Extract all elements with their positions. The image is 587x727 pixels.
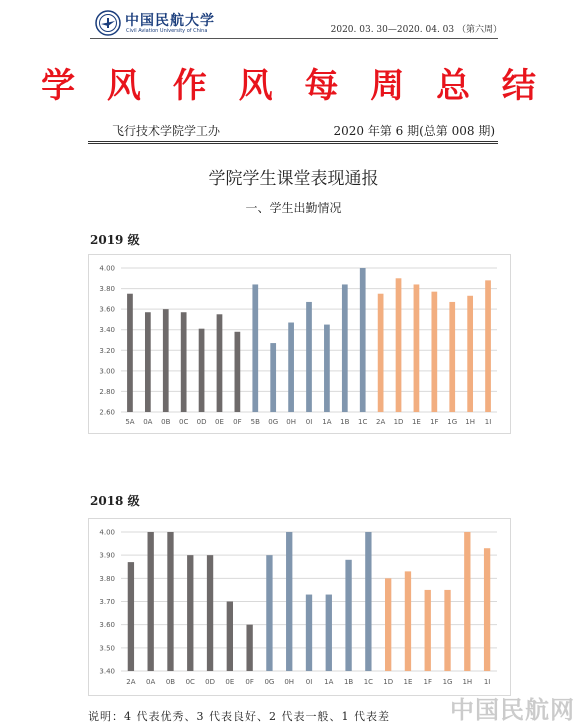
chart-2019 [89, 255, 510, 433]
y-tick-label: 3.90 [99, 551, 115, 560]
bar-1H [464, 532, 470, 671]
bar-0I [306, 595, 312, 671]
x-tick-label: 1F [423, 678, 432, 686]
chart-2018-frame [88, 518, 511, 696]
x-tick-label: 1I [483, 678, 491, 686]
x-tick-label: 1E [411, 418, 421, 426]
bar-1D [385, 578, 391, 671]
x-tick-label: 1E [403, 678, 413, 686]
chart-2019-label: 2019 级 [90, 233, 140, 247]
x-tick-label: 0A [143, 418, 153, 426]
x-tick-label: 1A [322, 418, 332, 426]
chart-2018-label: 2018 级 [90, 494, 140, 508]
bar-0B [163, 309, 169, 412]
chart-2019-frame [88, 254, 511, 434]
x-tick-label: 1H [465, 418, 476, 426]
bar-0G [266, 555, 272, 671]
bar-5A [127, 294, 133, 412]
x-tick-label: 0F [233, 418, 242, 426]
x-tick-label: 1A [324, 678, 334, 686]
header-divider [90, 38, 498, 39]
x-tick-label: 1D [383, 678, 394, 686]
x-tick-label: 0C [178, 418, 189, 426]
bar-0A [148, 532, 154, 671]
x-tick-label: 2A [126, 678, 136, 686]
y-tick-label: 3.40 [99, 326, 115, 335]
x-tick-label: 5A [125, 418, 135, 426]
bar-1C [360, 268, 366, 412]
x-tick-label: 1B [340, 418, 350, 426]
x-tick-label: 1D [393, 418, 404, 426]
x-tick-label: 0I [305, 418, 313, 426]
bar-1C [365, 532, 371, 671]
university-logo [95, 10, 235, 38]
y-tick-label: 3.50 [99, 644, 115, 653]
y-tick-label: 3.80 [99, 574, 115, 583]
bar-0H [288, 323, 294, 412]
bar-1D [396, 278, 402, 412]
bar-5B [252, 284, 258, 412]
bar-1G [444, 590, 450, 671]
title-divider-second [88, 143, 498, 144]
page-title: 学 风 作 风 每 周 总 结 [41, 66, 546, 106]
y-tick-label: 3.40 [99, 667, 115, 676]
bar-1G [449, 302, 455, 412]
y-tick-label: 2.60 [99, 408, 115, 417]
bar-1B [342, 284, 348, 412]
bar-0I [306, 302, 312, 412]
y-tick-label: 4.00 [99, 528, 115, 537]
university-seal-icon [95, 10, 121, 36]
bar-0G [270, 343, 276, 412]
x-tick-label: 1C [358, 418, 368, 426]
x-tick-label: 0G [268, 418, 279, 426]
x-tick-label: 0E [225, 678, 235, 686]
bar-1I [485, 280, 491, 412]
x-tick-label: 1B [343, 678, 354, 686]
report-title: 学院学生课堂表现通报 [208, 169, 379, 189]
x-tick-label: 0H [284, 678, 295, 686]
x-tick-label: 1G [447, 418, 458, 426]
bar-1A [324, 325, 330, 412]
bar-1A [326, 595, 332, 671]
bar-0A [145, 312, 151, 412]
office-name: 飞行技术学院学工办 [112, 124, 221, 138]
bar-2A [378, 294, 384, 412]
bar-0F [235, 332, 241, 412]
x-tick-label: 0E [215, 418, 224, 426]
y-tick-label: 3.20 [99, 346, 115, 355]
x-tick-label: 0A [146, 678, 156, 686]
bar-0D [207, 555, 213, 671]
x-tick-label: 1G [442, 678, 453, 686]
y-tick-label: 4.00 [99, 264, 115, 273]
bar-1E [405, 571, 411, 671]
x-tick-label: 1C [363, 678, 374, 686]
issue-number: 2020 年第 6 期(总第 008 期) [333, 124, 495, 138]
logo-chinese-name: 中国民航大学 [125, 13, 215, 29]
x-tick-label: 0F [245, 678, 254, 686]
bar-0C [187, 555, 193, 671]
bar-1F [431, 292, 437, 412]
x-tick-label: 0H [286, 418, 296, 426]
watermark-logo: 中国民航网 [450, 696, 575, 724]
x-tick-label: 0C [185, 678, 195, 686]
bar-0H [286, 532, 292, 671]
x-tick-label: 0B [165, 678, 176, 686]
x-tick-label: 0B [161, 418, 171, 426]
chart-2018 [89, 519, 510, 695]
bar-1H [467, 296, 473, 412]
bar-1B [345, 560, 351, 671]
x-tick-label: 0D [205, 678, 215, 686]
bar-2A [128, 562, 134, 671]
x-tick-label: 1H [462, 678, 473, 686]
y-tick-label: 3.00 [99, 367, 115, 376]
y-tick-label: 3.60 [99, 305, 115, 314]
y-tick-label: 2.80 [99, 387, 115, 396]
bar-0E [227, 602, 233, 672]
y-tick-label: 3.80 [99, 285, 115, 294]
bar-1I [484, 548, 490, 671]
bar-1F [425, 590, 431, 671]
title-divider [88, 141, 498, 142]
bar-1E [414, 284, 420, 412]
x-tick-label: 0G [264, 678, 275, 686]
date-range: 2020. 03. 30—2020. 04. 03 （第六周） [330, 25, 502, 35]
y-tick-label: 3.70 [99, 598, 115, 606]
bar-0C [181, 312, 187, 412]
x-tick-label: 1I [484, 418, 492, 426]
section-title: 一、学生出勤情况 [245, 201, 342, 215]
x-tick-label: 1F [430, 418, 439, 426]
logo-english-name: Civil Aviation University of China [126, 28, 208, 34]
bar-0B [167, 532, 173, 671]
x-tick-label: 0I [305, 678, 313, 686]
x-tick-label: 2A [375, 418, 386, 426]
legend-note: 说明：4 代表优秀、3 代表良好、2 代表一般、1 代表差 [88, 710, 390, 723]
bar-0E [217, 314, 223, 412]
y-tick-label: 3.60 [99, 621, 115, 630]
x-tick-label: 5B [250, 418, 260, 426]
x-tick-label: 0D [196, 418, 207, 426]
bar-0D [199, 329, 205, 412]
bar-0F [246, 625, 252, 671]
